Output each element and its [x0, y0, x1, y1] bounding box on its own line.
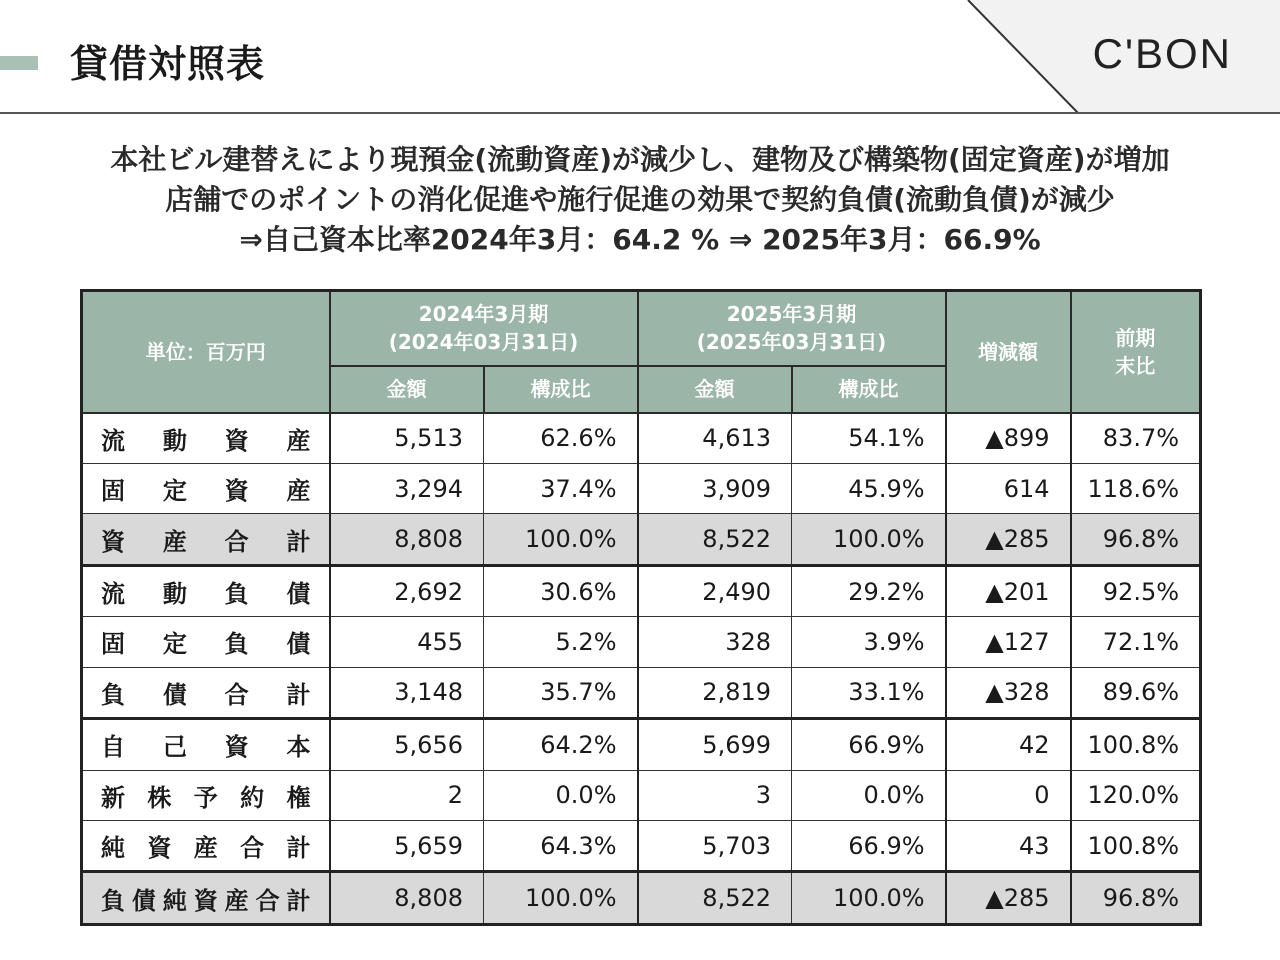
table-row [82, 565, 1201, 616]
row-label: 純資産合計 [82, 821, 330, 872]
period-2024-date: (2024年03月31日) [388, 330, 579, 355]
table-row [82, 413, 1201, 464]
table-row [82, 667, 1201, 718]
table-row [82, 770, 1201, 820]
amount-2025: 3,909 [638, 463, 792, 513]
change-value: ▲899 [946, 413, 1071, 464]
logo-panel [960, 0, 1280, 113]
company-logo: C'BON [1092, 30, 1232, 77]
amount-2025: 5,699 [638, 719, 792, 770]
amount-2024: 8,808 [330, 514, 484, 565]
table-row [82, 719, 1201, 770]
summary-line-3: ⇒自己資本比率2024年3月：64.2 % ⇒ 2025年3月：66.9% [239, 223, 1041, 256]
change-value: 0 [946, 770, 1071, 820]
composition-2024: 62.6% [484, 413, 638, 464]
amount-2024: 3,294 [330, 463, 484, 513]
composition-header-2025: 構成比 [792, 366, 946, 413]
row-label: 自己資本 [82, 719, 330, 770]
composition-2024: 0.0% [484, 770, 638, 820]
summary-line-1: 本社ビル建替えにより現預金(流動資産)が減少し、建物及び構築物(固定資産)が増加 [110, 143, 1170, 176]
row-label: 負債純資産合計 [82, 872, 330, 925]
ratio-header [1071, 291, 1201, 413]
period-2024-header [330, 291, 638, 366]
ratio-value: 100.8% [1071, 821, 1201, 872]
composition-2025: 100.0% [792, 872, 946, 925]
composition-2024: 100.0% [484, 872, 638, 925]
row-label: 新株予約権 [82, 770, 330, 820]
amount-header-2025: 金額 [638, 366, 792, 413]
table-row [82, 617, 1201, 667]
summary-text [0, 140, 1280, 260]
amount-2025: 4,613 [638, 413, 792, 464]
composition-2024: 5.2% [484, 617, 638, 667]
amount-2024: 5,656 [330, 719, 484, 770]
composition-2025: 100.0% [792, 514, 946, 565]
summary-line-2: 店舗でのポイントの消化促進や施行促進の効果で契約負債(流動負債)が減少 [165, 183, 1115, 216]
ratio-value: 92.5% [1071, 565, 1201, 616]
amount-2024: 5,513 [330, 413, 484, 464]
change-value: ▲127 [946, 617, 1071, 667]
amount-header-2024: 金額 [330, 366, 484, 413]
row-label: 固定負債 [82, 617, 330, 667]
amount-2025: 2,819 [638, 667, 792, 718]
period-2025-title: 2025年3月期 [726, 302, 857, 327]
unit-header: 単位：百万円 [82, 291, 330, 413]
balance-sheet-table [80, 289, 1202, 926]
change-value: ▲328 [946, 667, 1071, 718]
ratio-value: 89.6% [1071, 667, 1201, 718]
composition-2024: 64.3% [484, 821, 638, 872]
amount-2025: 5,703 [638, 821, 792, 872]
ratio-value: 118.6% [1071, 463, 1201, 513]
row-label: 流動負債 [82, 565, 330, 616]
table-row [82, 463, 1201, 513]
table-row [82, 872, 1201, 925]
amount-2024: 2 [330, 770, 484, 820]
row-label: 資産合計 [82, 514, 330, 565]
ratio-value: 96.8% [1071, 514, 1201, 565]
change-value: 614 [946, 463, 1071, 513]
amount-2024: 2,692 [330, 565, 484, 616]
balance-sheet-body [82, 413, 1201, 925]
row-label: 流動資産 [82, 413, 330, 464]
composition-2025: 54.1% [792, 413, 946, 464]
row-label: 固定資産 [82, 463, 330, 513]
ratio-value: 72.1% [1071, 617, 1201, 667]
amount-2024: 3,148 [330, 667, 484, 718]
composition-2025: 45.9% [792, 463, 946, 513]
composition-2024: 100.0% [484, 514, 638, 565]
slide-title: 貸借対照表 [70, 42, 266, 86]
composition-2024: 37.4% [484, 463, 638, 513]
ratio-header-line1: 前期 [1115, 325, 1156, 350]
period-2025-header [638, 291, 946, 366]
composition-2025: 3.9% [792, 617, 946, 667]
composition-2024: 35.7% [484, 667, 638, 718]
change-value: ▲285 [946, 872, 1071, 925]
composition-header-2024: 構成比 [484, 366, 638, 413]
composition-2025: 0.0% [792, 770, 946, 820]
amount-2024: 455 [330, 617, 484, 667]
change-header: 増減額 [946, 291, 1071, 413]
table-row [82, 821, 1201, 872]
header-divider [0, 112, 1280, 114]
change-value: ▲285 [946, 514, 1071, 565]
period-2025-date: (2025年03月31日) [696, 330, 887, 355]
amount-2024: 5,659 [330, 821, 484, 872]
amount-2024: 8,808 [330, 872, 484, 925]
row-label: 負債合計 [82, 667, 330, 718]
amount-2025: 328 [638, 617, 792, 667]
table-row [82, 514, 1201, 565]
ratio-value: 96.8% [1071, 872, 1201, 925]
composition-2025: 33.1% [792, 667, 946, 718]
change-value: ▲201 [946, 565, 1071, 616]
amount-2025: 3 [638, 770, 792, 820]
composition-2025: 29.2% [792, 565, 946, 616]
title-accent-bar [0, 56, 38, 70]
ratio-value: 100.8% [1071, 719, 1201, 770]
ratio-value: 120.0% [1071, 770, 1201, 820]
amount-2025: 8,522 [638, 872, 792, 925]
composition-2024: 64.2% [484, 719, 638, 770]
composition-2024: 30.6% [484, 565, 638, 616]
ratio-header-line2: 末比 [1115, 353, 1156, 378]
change-value: 43 [946, 821, 1071, 872]
composition-2025: 66.9% [792, 719, 946, 770]
ratio-value: 83.7% [1071, 413, 1201, 464]
period-2024-title: 2024年3月期 [418, 302, 549, 327]
composition-2025: 66.9% [792, 821, 946, 872]
change-value: 42 [946, 719, 1071, 770]
amount-2025: 2,490 [638, 565, 792, 616]
amount-2025: 8,522 [638, 514, 792, 565]
